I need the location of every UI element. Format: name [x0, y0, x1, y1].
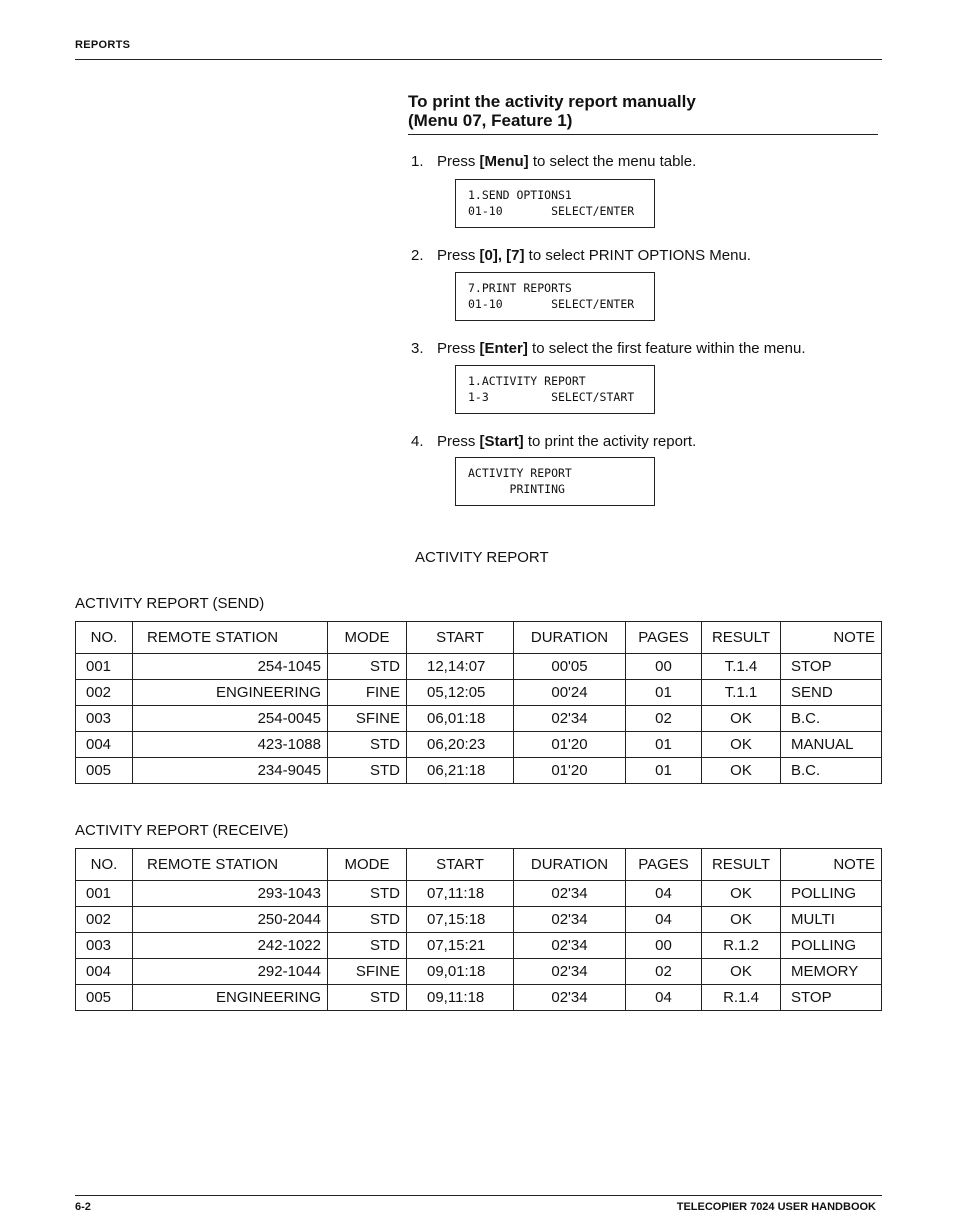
lcd-line: 1.ACTIVITY REPORT [468, 374, 586, 388]
running-header: REPORTS [75, 39, 131, 51]
cell-remote-station: 293-1043 [133, 881, 328, 907]
table-row [76, 758, 882, 784]
table-row [76, 732, 882, 758]
cell-result: OK [702, 959, 781, 985]
cell-no: 004 [76, 959, 133, 985]
column-header-remote-station: REMOTE STATION [133, 622, 328, 654]
column-header-result: RESULT [702, 849, 781, 881]
cell-pages: 01 [626, 758, 702, 784]
lcd-display-2 [455, 272, 655, 321]
table-row [76, 881, 882, 907]
report-heading: ACTIVITY REPORT [415, 549, 549, 566]
table-header-row [76, 622, 882, 654]
step-4 [411, 433, 696, 451]
section-title-line1: To print the activity report manually [408, 92, 696, 111]
step-text: Press [437, 153, 480, 170]
cell-mode: SFINE [328, 959, 407, 985]
cell-no: 003 [76, 933, 133, 959]
cell-result: OK [702, 907, 781, 933]
cell-remote-station: 254-1045 [133, 654, 328, 680]
table-row [76, 985, 882, 1011]
step-text: Press [437, 247, 480, 264]
cell-remote-station: 250-2044 [133, 907, 328, 933]
table-row [76, 680, 882, 706]
step-text: to print the activity report. [523, 433, 697, 450]
step-key: [Start] [479, 433, 524, 450]
cell-pages: 04 [626, 907, 702, 933]
column-header-pages: PAGES [626, 622, 702, 654]
table-row [76, 907, 882, 933]
cell-pages: 04 [626, 881, 702, 907]
cell-start: 07,15:18 [407, 907, 514, 933]
cell-mode: STD [328, 732, 407, 758]
cell-result: R.1.2 [702, 933, 781, 959]
cell-no: 001 [76, 881, 133, 907]
step-3 [411, 340, 806, 358]
lcd-line: 01-10 SELECT/ENTER [468, 204, 635, 218]
cell-note: B.C. [781, 758, 882, 784]
cell-result: OK [702, 881, 781, 907]
cell-duration: 02'34 [514, 907, 626, 933]
cell-remote-station: 242-1022 [133, 933, 328, 959]
cell-start: 06,21:18 [407, 758, 514, 784]
cell-start: 06,20:23 [407, 732, 514, 758]
lcd-line: 1.SEND OPTIONS1 [468, 188, 572, 202]
step-text: to select PRINT OPTIONS Menu. [524, 247, 751, 264]
cell-duration: 02'34 [514, 959, 626, 985]
cell-start: 09,01:18 [407, 959, 514, 985]
column-header-mode: MODE [328, 622, 407, 654]
step-number: 3. [411, 340, 424, 357]
cell-duration: 02'34 [514, 985, 626, 1011]
lcd-line: ACTIVITY REPORT [468, 466, 572, 480]
cell-start: 05,12:05 [407, 680, 514, 706]
step-2 [411, 247, 751, 265]
section-title-line2: (Menu 07, Feature 1) [408, 111, 573, 130]
cell-note: MEMORY [781, 959, 882, 985]
lcd-display-4 [455, 457, 655, 506]
step-text: Press [437, 433, 480, 450]
cell-note: B.C. [781, 706, 882, 732]
cell-pages: 00 [626, 933, 702, 959]
cell-note: STOP [781, 654, 882, 680]
lcd-display-3 [455, 365, 655, 414]
book-title: TELECOPIER 7024 USER HANDBOOK [676, 1201, 876, 1213]
cell-duration: 01'20 [514, 732, 626, 758]
lcd-line: 01-10 SELECT/ENTER [468, 297, 635, 311]
cell-duration: 00'24 [514, 680, 626, 706]
title-rule [408, 134, 878, 135]
column-header-remote-station: REMOTE STATION [133, 849, 328, 881]
receive-report-table [75, 848, 882, 1011]
footer-rule [75, 1195, 882, 1196]
cell-remote-station: 423-1088 [133, 732, 328, 758]
cell-no: 003 [76, 706, 133, 732]
column-header-result: RESULT [702, 622, 781, 654]
send-table-caption: ACTIVITY REPORT (SEND) [75, 595, 265, 612]
column-header-mode: MODE [328, 849, 407, 881]
header-rule [75, 59, 882, 60]
cell-mode: STD [328, 654, 407, 680]
step-number: 2. [411, 247, 424, 264]
step-number: 4. [411, 433, 424, 450]
cell-no: 005 [76, 758, 133, 784]
column-header-start: START [407, 622, 514, 654]
cell-duration: 01'20 [514, 758, 626, 784]
step-key: [0], [7] [479, 247, 525, 264]
cell-remote-station: ENGINEERING [133, 985, 328, 1011]
step-text: Press [437, 340, 480, 357]
page-number: 6-2 [75, 1201, 91, 1213]
cell-no: 002 [76, 680, 133, 706]
section-title [408, 92, 696, 130]
cell-result: T.1.1 [702, 680, 781, 706]
step-text: to select the menu table. [528, 153, 697, 170]
cell-pages: 02 [626, 959, 702, 985]
cell-remote-station: 254-0045 [133, 706, 328, 732]
cell-remote-station: 234-9045 [133, 758, 328, 784]
cell-mode: FINE [328, 680, 407, 706]
column-header-no: NO. [76, 622, 133, 654]
column-header-note: NOTE [781, 849, 882, 881]
cell-start: 12,14:07 [407, 654, 514, 680]
step-number: 1. [411, 153, 424, 170]
cell-note: MANUAL [781, 732, 882, 758]
cell-mode: STD [328, 758, 407, 784]
cell-note: SEND [781, 680, 882, 706]
send-report-table [75, 621, 882, 784]
cell-note: MULTI [781, 907, 882, 933]
lcd-line: 7.PRINT REPORTS [468, 281, 572, 295]
cell-no: 002 [76, 907, 133, 933]
table-row [76, 654, 882, 680]
table-row [76, 706, 882, 732]
cell-duration: 02'34 [514, 881, 626, 907]
cell-pages: 04 [626, 985, 702, 1011]
cell-duration: 02'34 [514, 706, 626, 732]
cell-pages: 01 [626, 680, 702, 706]
cell-start: 07,11:18 [407, 881, 514, 907]
column-header-no: NO. [76, 849, 133, 881]
step-1 [411, 153, 696, 171]
cell-start: 09,11:18 [407, 985, 514, 1011]
cell-pages: 00 [626, 654, 702, 680]
table-header-row [76, 849, 882, 881]
cell-mode: STD [328, 881, 407, 907]
receive-table-caption: ACTIVITY REPORT (RECEIVE) [75, 822, 289, 839]
cell-result: T.1.4 [702, 654, 781, 680]
cell-duration: 00'05 [514, 654, 626, 680]
lcd-line: PRINTING [468, 482, 565, 496]
cell-mode: STD [328, 907, 407, 933]
column-header-note: NOTE [781, 622, 882, 654]
step-key: [Menu] [479, 153, 529, 170]
cell-mode: STD [328, 985, 407, 1011]
lcd-display-1 [455, 179, 655, 228]
cell-note: POLLING [781, 881, 882, 907]
cell-pages: 02 [626, 706, 702, 732]
lcd-line: 1-3 SELECT/START [468, 390, 635, 404]
table-row [76, 959, 882, 985]
cell-result: OK [702, 758, 781, 784]
cell-result: OK [702, 706, 781, 732]
cell-mode: STD [328, 933, 407, 959]
cell-note: POLLING [781, 933, 882, 959]
cell-no: 005 [76, 985, 133, 1011]
table-row [76, 933, 882, 959]
cell-mode: SFINE [328, 706, 407, 732]
cell-result: R.1.4 [702, 985, 781, 1011]
step-text: to select the first feature within the menu. [527, 340, 806, 357]
step-key: [Enter] [479, 340, 528, 357]
column-header-pages: PAGES [626, 849, 702, 881]
cell-no: 004 [76, 732, 133, 758]
column-header-duration: DURATION [514, 849, 626, 881]
column-header-duration: DURATION [514, 622, 626, 654]
cell-start: 06,01:18 [407, 706, 514, 732]
cell-result: OK [702, 732, 781, 758]
cell-pages: 01 [626, 732, 702, 758]
cell-no: 001 [76, 654, 133, 680]
column-header-start: START [407, 849, 514, 881]
cell-duration: 02'34 [514, 933, 626, 959]
cell-start: 07,15:21 [407, 933, 514, 959]
cell-remote-station: ENGINEERING [133, 680, 328, 706]
cell-note: STOP [781, 985, 882, 1011]
cell-remote-station: 292-1044 [133, 959, 328, 985]
